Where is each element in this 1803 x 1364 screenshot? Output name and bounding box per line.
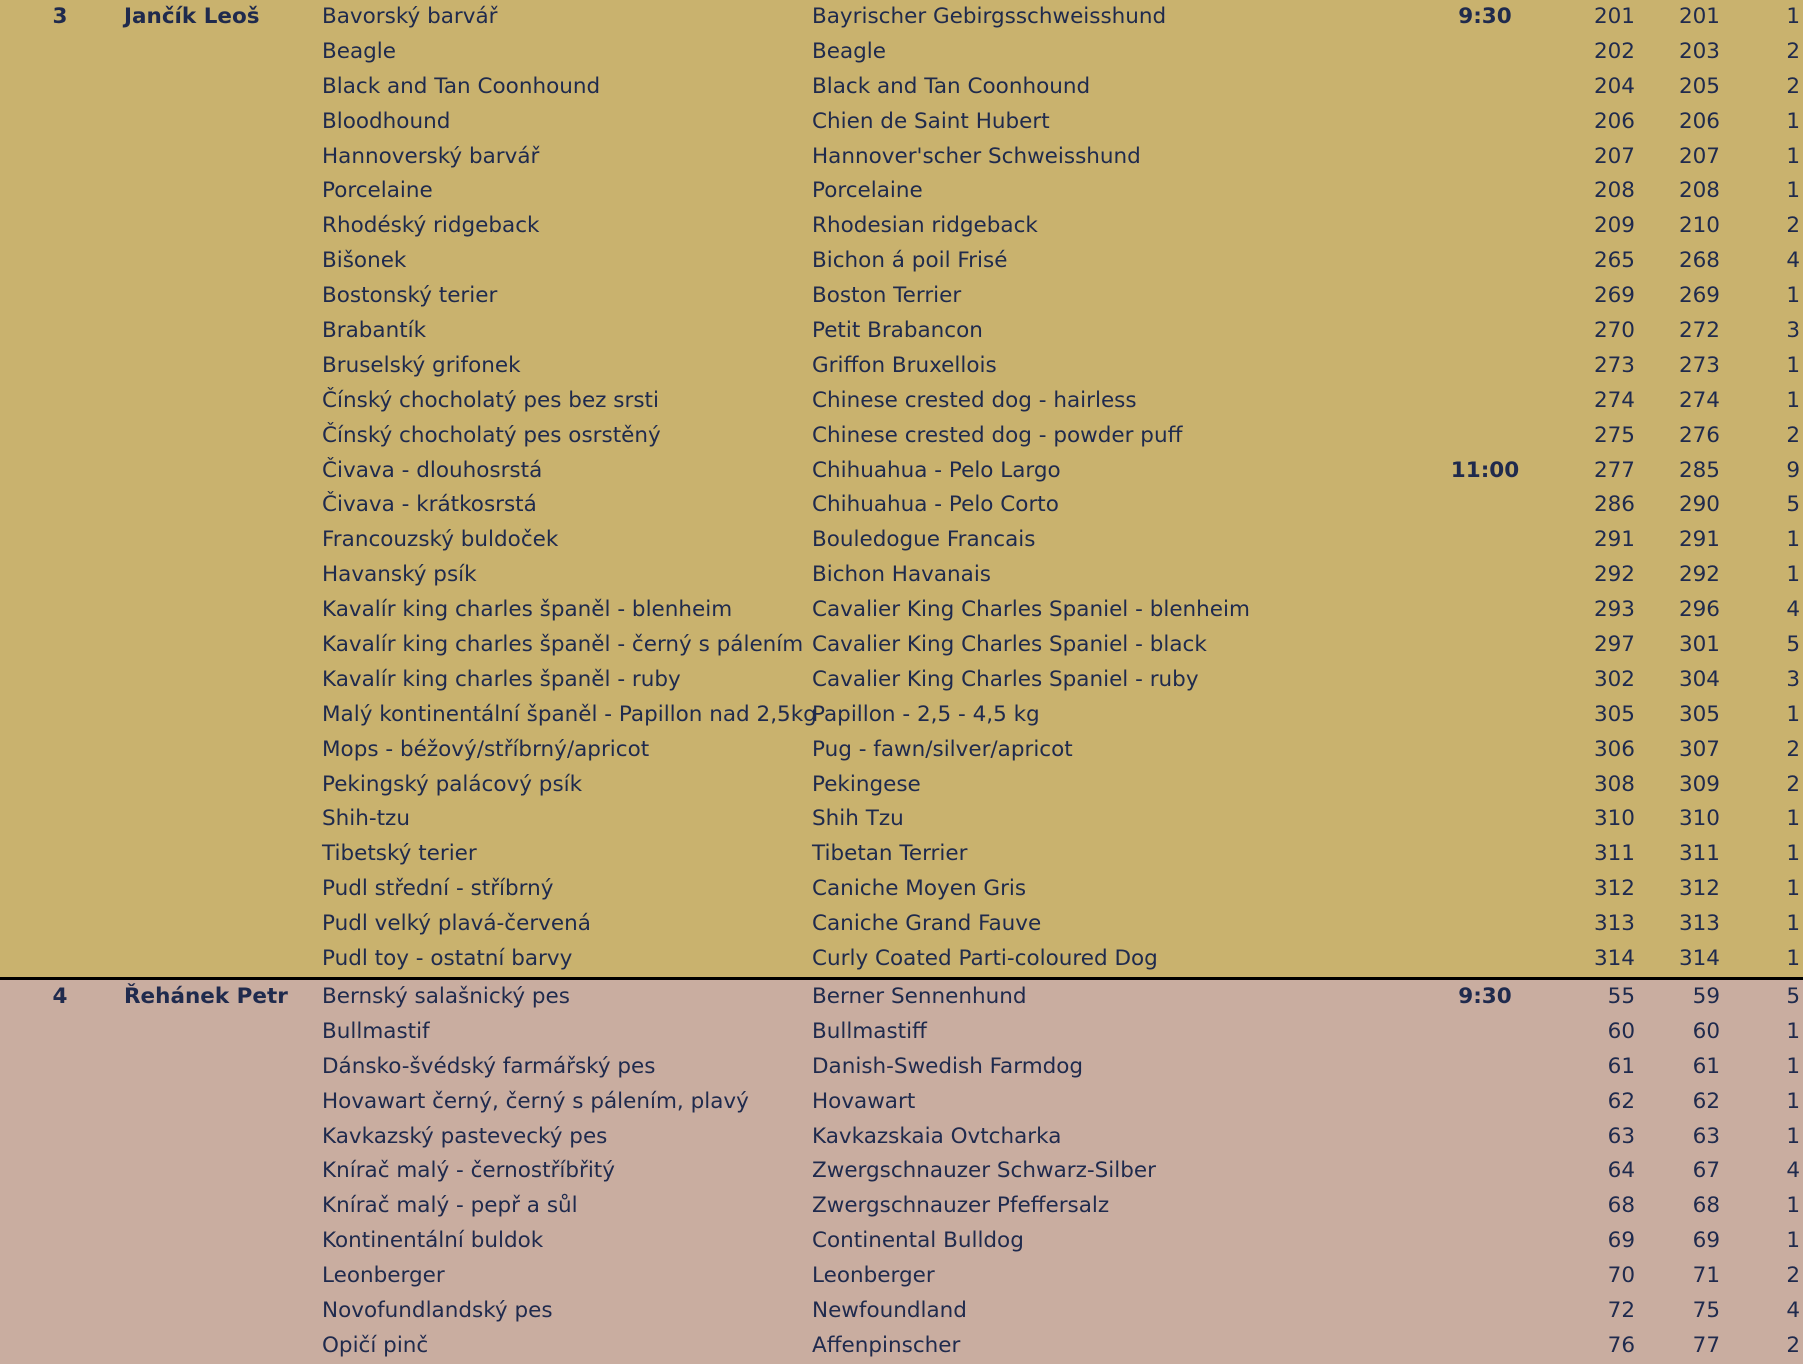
table-row — [0, 1120, 1803, 1155]
catalog-number-to: 203 — [1678, 38, 1720, 64]
breed-name-cz: Čínský chocholatý pes osrstěný — [322, 422, 661, 448]
entry-count: 2 — [1786, 213, 1800, 239]
catalog-number-to: 285 — [1678, 457, 1720, 483]
table-row — [0, 768, 1803, 803]
catalog-number-from: 64 — [1607, 1158, 1635, 1184]
catalog-number-from: 55 — [1607, 983, 1635, 1009]
table-row — [0, 488, 1803, 523]
catalog-number-to: 208 — [1678, 178, 1720, 204]
breed-name-en: Petit Brabancon — [812, 318, 983, 344]
entry-count: 9 — [1786, 457, 1800, 483]
catalog-number-to: 307 — [1678, 736, 1720, 762]
breed-name-en: Danish-Swedish Farmdog — [812, 1053, 1084, 1079]
breed-name-en: Zwergschnauzer Schwarz-Silber — [812, 1158, 1156, 1184]
catalog-number-from: 270 — [1593, 318, 1635, 344]
table-row — [0, 1015, 1803, 1050]
breed-name-cz: Pudl velký plavá-červená — [322, 911, 591, 937]
breed-name-en: Cavalier King Charles Spaniel - black — [812, 632, 1207, 658]
entry-count: 5 — [1786, 632, 1800, 658]
breed-name-cz: Hovawart černý, černý s pálením, plavý — [322, 1088, 749, 1114]
entry-count: 1 — [1786, 283, 1800, 309]
catalog-number-from: 297 — [1593, 632, 1635, 658]
entry-count: 4 — [1786, 1158, 1800, 1184]
breed-name-cz: Hannoverský barvář — [322, 143, 540, 169]
breed-name-en: Tibetan Terrier — [812, 841, 968, 867]
breed-name-en: Griffon Bruxellois — [812, 352, 997, 378]
breed-name-en: Cavalier King Charles Spaniel - blenheim — [812, 597, 1250, 623]
breed-name-cz: Francouzský buldoček — [322, 527, 559, 553]
breed-name-en: Bayrischer Gebirgsschweisshund — [812, 4, 1167, 29]
breed-name-en: Chihuahua - Pelo Largo — [812, 457, 1061, 483]
breed-name-cz: Čínský chocholatý pes bez srsti — [322, 387, 659, 413]
catalog-number-from: 202 — [1593, 38, 1635, 64]
entry-count: 1 — [1786, 1193, 1800, 1219]
catalog-number-from: 204 — [1593, 73, 1635, 99]
breed-name-cz: Porcelaine — [322, 178, 433, 204]
catalog-number-to: 272 — [1678, 318, 1720, 344]
catalog-number-to: 312 — [1678, 876, 1720, 902]
breed-name-en: Bichon á poil Frisé — [812, 248, 1008, 274]
table-row — [0, 698, 1803, 733]
table-row — [0, 1189, 1803, 1224]
breed-name-cz: Novofundlandský pes — [322, 1297, 553, 1323]
catalog-number-to: 63 — [1692, 1123, 1720, 1149]
catalog-number-from: 302 — [1593, 666, 1635, 692]
breed-name-cz: Kavalír king charles španěl - blenheim — [322, 597, 733, 623]
breed-name-cz: Leonberger — [322, 1263, 445, 1289]
breed-name-en: Black and Tan Coonhound — [812, 73, 1091, 99]
breed-name-en: Newfoundland — [812, 1297, 967, 1323]
breed-name-en: Curly Coated Parti-coloured Dog — [812, 946, 1158, 972]
catalog-number-to: 305 — [1678, 701, 1720, 727]
table-row — [0, 0, 1803, 35]
catalog-number-to: 75 — [1692, 1297, 1720, 1323]
entry-count: 1 — [1786, 562, 1800, 588]
ring-group-4 — [0, 980, 1803, 1364]
breed-name-en: Affenpinscher — [812, 1332, 961, 1358]
entry-count: 1 — [1786, 108, 1800, 134]
catalog-number-to: 210 — [1678, 213, 1720, 239]
catalog-number-from: 292 — [1593, 562, 1635, 588]
breed-name-cz: Čivava - dlouhosrstá — [322, 457, 543, 483]
table-row — [0, 1329, 1803, 1364]
table-row — [0, 1224, 1803, 1259]
catalog-number-to: 71 — [1692, 1263, 1720, 1289]
breed-name-cz: Bruselský grifonek — [322, 352, 521, 378]
catalog-number-from: 69 — [1607, 1228, 1635, 1254]
catalog-number-from: 269 — [1593, 283, 1635, 309]
catalog-number-from: 70 — [1607, 1263, 1635, 1289]
catalog-number-from: 208 — [1593, 178, 1635, 204]
breed-name-en: Kavkazskaia Ovtcharka — [812, 1123, 1062, 1149]
entry-count: 1 — [1786, 1123, 1800, 1149]
breed-name-cz: Brabantík — [322, 318, 427, 344]
breed-name-en: Bouledogue Francais — [812, 527, 1036, 553]
catalog-number-to: 62 — [1692, 1088, 1720, 1114]
catalog-number-from: 305 — [1593, 701, 1635, 727]
table-row — [0, 1154, 1803, 1189]
breed-name-cz: Bloodhound — [322, 108, 451, 134]
breed-name-cz: Shih-tzu — [322, 806, 410, 832]
breed-name-cz: Kavalír king charles španěl - černý s pálením — [322, 632, 804, 658]
entry-count: 1 — [1786, 352, 1800, 378]
table-row — [0, 209, 1803, 244]
entry-count: 1 — [1786, 1053, 1800, 1079]
table-row — [0, 663, 1803, 698]
breed-name-en: Hannover'scher Schweisshund — [812, 143, 1141, 169]
breed-name-cz: Malý kontinentální španěl - Papillon nad 2,5kg — [322, 701, 817, 727]
catalog-number-from: 311 — [1593, 841, 1635, 867]
breed-name-en: Bullmastiff — [812, 1018, 927, 1044]
catalog-number-from: 207 — [1593, 143, 1635, 169]
entry-count: 1 — [1786, 1088, 1800, 1114]
catalog-number-from: 291 — [1593, 527, 1635, 553]
entry-count: 1 — [1786, 911, 1800, 937]
breed-name-cz: Kontinentální buldok — [322, 1228, 544, 1254]
table-row — [0, 1294, 1803, 1329]
catalog-number-to: 67 — [1692, 1158, 1720, 1184]
table-row — [0, 942, 1803, 977]
breed-name-en: Beagle — [812, 38, 887, 64]
catalog-number-from: 275 — [1593, 422, 1635, 448]
catalog-number-to: 205 — [1678, 73, 1720, 99]
breed-name-en: Rhodesian ridgeback — [812, 213, 1038, 239]
table-row — [0, 244, 1803, 279]
judging-time: 9:30 — [1458, 4, 1512, 29]
catalog-number-from: 277 — [1593, 457, 1635, 483]
catalog-number-from: 306 — [1593, 736, 1635, 762]
catalog-number-to: 276 — [1678, 422, 1720, 448]
entry-count: 1 — [1786, 1018, 1800, 1044]
ring-number: 4 — [52, 983, 68, 1009]
breed-name-cz: Kavkazský pastevecký pes — [322, 1123, 608, 1149]
entry-count: 2 — [1786, 422, 1800, 448]
breed-name-cz: Bišonek — [322, 248, 407, 274]
ring-number: 3 — [52, 4, 68, 29]
table-row — [0, 1085, 1803, 1120]
entry-count: 1 — [1786, 876, 1800, 902]
breed-name-en: Pug - fawn/silver/apricot — [812, 736, 1073, 762]
table-row — [0, 1259, 1803, 1294]
breed-name-en: Leonberger — [812, 1263, 935, 1289]
table-row — [0, 1050, 1803, 1085]
breed-name-cz: Čivava - krátkosrstá — [322, 492, 537, 518]
breed-name-cz: Bostonský terier — [322, 283, 498, 309]
entry-count: 1 — [1786, 1228, 1800, 1254]
breed-name-en: Shih Tzu — [812, 806, 904, 832]
entry-count: 5 — [1786, 983, 1800, 1009]
breed-name-en: Chinese crested dog - hairless — [812, 387, 1137, 413]
breed-name-cz: Opičí pinč — [322, 1332, 429, 1358]
table-row — [0, 384, 1803, 419]
judge-name: Jančík Leoš — [124, 4, 260, 29]
catalog-number-to: 274 — [1678, 387, 1720, 413]
catalog-number-to: 311 — [1678, 841, 1720, 867]
catalog-number-to: 60 — [1692, 1018, 1720, 1044]
table-row — [0, 593, 1803, 628]
catalog-number-to: 273 — [1678, 352, 1720, 378]
catalog-number-from: 68 — [1607, 1193, 1635, 1219]
entry-count: 2 — [1786, 771, 1800, 797]
entry-count: 1 — [1786, 841, 1800, 867]
entry-count: 5 — [1786, 492, 1800, 518]
breed-name-en: Papillon - 2,5 - 4,5 kg — [812, 701, 1040, 727]
catalog-number-to: 268 — [1678, 248, 1720, 274]
table-row — [0, 558, 1803, 593]
entry-count: 1 — [1786, 806, 1800, 832]
catalog-number-to: 61 — [1692, 1053, 1720, 1079]
table-row — [0, 349, 1803, 384]
catalog-number-from: 206 — [1593, 108, 1635, 134]
table-row — [0, 523, 1803, 558]
table-row — [0, 628, 1803, 663]
entry-count: 1 — [1786, 4, 1800, 29]
entry-count: 1 — [1786, 143, 1800, 169]
catalog-number-from: 72 — [1607, 1297, 1635, 1323]
breed-name-en: Cavalier King Charles Spaniel - ruby — [812, 666, 1199, 692]
table-row — [0, 314, 1803, 349]
breed-name-en: Hovawart — [812, 1088, 916, 1114]
table-row — [0, 419, 1803, 454]
catalog-number-to: 301 — [1678, 632, 1720, 658]
catalog-number-to: 206 — [1678, 108, 1720, 134]
catalog-number-to: 77 — [1692, 1332, 1720, 1358]
catalog-number-to: 309 — [1678, 771, 1720, 797]
table-row — [0, 174, 1803, 209]
table-row — [0, 454, 1803, 489]
entry-count: 1 — [1786, 387, 1800, 413]
catalog-number-from: 60 — [1607, 1018, 1635, 1044]
entry-count: 2 — [1786, 38, 1800, 64]
entry-count: 2 — [1786, 73, 1800, 99]
breed-name-cz: Black and Tan Coonhound — [322, 73, 601, 99]
breed-name-cz: Bavorský barvář — [322, 4, 498, 29]
catalog-number-to: 296 — [1678, 597, 1720, 623]
breed-name-cz: Bullmastif — [322, 1018, 430, 1044]
catalog-number-to: 304 — [1678, 666, 1720, 692]
catalog-number-from: 274 — [1593, 387, 1635, 413]
table-row — [0, 872, 1803, 907]
judging-time: 9:30 — [1458, 983, 1512, 1009]
catalog-number-to: 201 — [1678, 4, 1720, 29]
breed-name-en: Pekingese — [812, 771, 921, 797]
catalog-number-to: 269 — [1678, 283, 1720, 309]
catalog-number-from: 310 — [1593, 806, 1635, 832]
judge-name: Řehánek Petr — [124, 983, 288, 1009]
breed-name-en: Zwergschnauzer Pfeffersalz — [812, 1193, 1110, 1219]
breed-name-cz: Knírač malý - černostříbřitý — [322, 1158, 615, 1184]
entry-count: 4 — [1786, 1297, 1800, 1323]
breed-name-en: Caniche Moyen Gris — [812, 876, 1027, 902]
breed-name-cz: Havanský psík — [322, 562, 477, 588]
breed-name-en: Berner Sennenhund — [812, 983, 1027, 1009]
catalog-number-from: 76 — [1607, 1332, 1635, 1358]
catalog-number-to: 207 — [1678, 143, 1720, 169]
catalog-number-from: 313 — [1593, 911, 1635, 937]
catalog-number-to: 292 — [1678, 562, 1720, 588]
catalog-number-to: 313 — [1678, 911, 1720, 937]
catalog-number-from: 314 — [1593, 946, 1635, 972]
entry-count: 2 — [1786, 736, 1800, 762]
breed-name-en: Chihuahua - Pelo Corto — [812, 492, 1059, 518]
catalog-number-from: 286 — [1593, 492, 1635, 518]
table-row — [0, 733, 1803, 768]
catalog-number-to: 314 — [1678, 946, 1720, 972]
breed-name-en: Bichon Havanais — [812, 562, 992, 588]
entry-count: 2 — [1786, 1332, 1800, 1358]
catalog-number-from: 63 — [1607, 1123, 1635, 1149]
entry-count: 1 — [1786, 701, 1800, 727]
catalog-number-from: 273 — [1593, 352, 1635, 378]
breed-name-cz: Tibetský terier — [322, 841, 477, 867]
catalog-number-from: 61 — [1607, 1053, 1635, 1079]
breed-name-en: Caniche Grand Fauve — [812, 911, 1042, 937]
breed-name-en: Chien de Saint Hubert — [812, 108, 1050, 134]
entry-count: 1 — [1786, 527, 1800, 553]
entry-count: 2 — [1786, 1263, 1800, 1289]
table-row — [0, 140, 1803, 175]
breed-name-cz: Pudl střední - stříbrný — [322, 876, 554, 902]
catalog-number-to: 290 — [1678, 492, 1720, 518]
entry-count: 4 — [1786, 248, 1800, 274]
catalog-number-from: 308 — [1593, 771, 1635, 797]
breed-name-en: Chinese crested dog - powder puff — [812, 422, 1183, 448]
breed-name-cz: Mops - béžový/stříbrný/apricot — [322, 736, 650, 762]
breed-name-en: Porcelaine — [812, 178, 923, 204]
table-row — [0, 980, 1803, 1015]
table-row — [0, 105, 1803, 140]
catalog-number-from: 293 — [1593, 597, 1635, 623]
table-row — [0, 70, 1803, 105]
catalog-number-from: 201 — [1593, 4, 1635, 29]
breed-name-cz: Pudl toy - ostatní barvy — [322, 946, 573, 972]
table-row — [0, 35, 1803, 70]
catalog-number-from: 312 — [1593, 876, 1635, 902]
breed-name-cz: Rhodéský ridgeback — [322, 213, 540, 239]
entry-count: 4 — [1786, 597, 1800, 623]
catalog-number-from: 265 — [1593, 248, 1635, 274]
breed-name-cz: Bernský salašnický pes — [322, 983, 570, 1009]
judging-time: 11:00 — [1450, 457, 1520, 483]
breed-name-cz: Knírač malý - pepř a sůl — [322, 1193, 578, 1219]
entry-count: 1 — [1786, 178, 1800, 204]
breed-name-cz: Pekingský palácový psík — [322, 771, 583, 797]
table-row — [0, 802, 1803, 837]
breed-name-en: Continental Bulldog — [812, 1228, 1024, 1254]
table-row — [0, 837, 1803, 872]
breed-name-en: Boston Terrier — [812, 283, 962, 309]
entry-count: 1 — [1786, 946, 1800, 972]
table-row — [0, 279, 1803, 314]
catalog-number-to: 69 — [1692, 1228, 1720, 1254]
breed-name-cz: Dánsko-švédský farmářský pes — [322, 1053, 656, 1079]
catalog-number-to: 291 — [1678, 527, 1720, 553]
catalog-number-from: 209 — [1593, 213, 1635, 239]
catalog-number-to: 59 — [1692, 983, 1720, 1009]
breed-name-cz: Kavalír king charles španěl - ruby — [322, 666, 681, 692]
breed-name-cz: Beagle — [322, 38, 397, 64]
catalog-number-from: 62 — [1607, 1088, 1635, 1114]
entry-count: 3 — [1786, 666, 1800, 692]
table-row — [0, 907, 1803, 942]
catalog-number-to: 68 — [1692, 1193, 1720, 1219]
entry-count: 3 — [1786, 318, 1800, 344]
catalog-number-to: 310 — [1678, 806, 1720, 832]
